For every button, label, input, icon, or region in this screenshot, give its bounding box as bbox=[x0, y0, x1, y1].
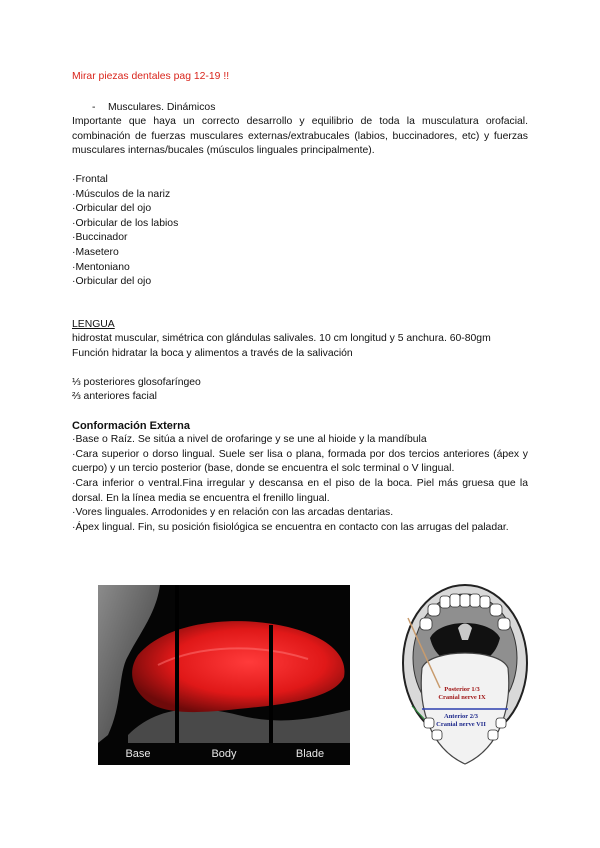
document-page bbox=[72, 70, 528, 535]
list-item: ·Frontal bbox=[72, 173, 108, 185]
list-item: ·Masetero bbox=[72, 246, 119, 258]
anterior-label-line-2: Cranial nerve VII bbox=[436, 720, 486, 728]
conformacion-item: ·Vores linguales. Arrodonides y en relación con las arcadas dentarias. bbox=[72, 507, 394, 519]
red-note: Mirar piezas dentales pag 12-19 !! bbox=[72, 71, 230, 82]
anterior-label-line-1: Anterior 2/3 bbox=[444, 713, 478, 720]
muscles-paragraph: Importante que haya un correcto desarrollo y equilibrio de toda la musculatura orofacial. combinación de fuerzas musculares externas/extrabucales (labios, buccinadores, etc) y fuerzas musculares internas/bucales (músculos linguales principalmente). bbox=[72, 116, 528, 157]
muscle-list bbox=[72, 173, 528, 290]
list-item: ·Buccinador bbox=[72, 232, 128, 244]
list-item: ·Músculos de la nariz bbox=[72, 188, 171, 200]
conformacion-item: ·Cara superior o dorso lingual. Suele ser lisa o plana, formada por dos tercios anteriores (ápex y cuerpo) y un tercio posterior (base, donde se encuentra el solc terminal o V lingual. bbox=[72, 448, 528, 475]
caption-base: Base bbox=[125, 747, 151, 760]
tongue-mri-image bbox=[98, 585, 350, 765]
posterior-label-line-1: Posterior 1/3 bbox=[444, 686, 480, 693]
mouth-diagram-figure bbox=[400, 578, 530, 768]
innervation-anterior: ⅔ anteriores facial bbox=[72, 391, 157, 403]
lengua-line-2: Función hidratar la boca y alimentos a través de la salivación bbox=[72, 347, 353, 359]
tongue-mri-figure bbox=[98, 585, 350, 765]
mouth-diagram-image bbox=[400, 578, 530, 768]
list-item: ·Orbicular del ojo bbox=[72, 276, 152, 288]
posterior-label bbox=[430, 686, 494, 701]
list-item: ·Mentoniano bbox=[72, 261, 130, 273]
conformacion-item: ·Cara inferior o ventral.Fina irregular y descansa en el piso de la boca. Piel más gruesa que la dorsal. En la línea media se encuentra el frenillo lingual. bbox=[72, 478, 528, 504]
list-item: ·Orbicular de los labios bbox=[72, 217, 179, 229]
anterior-label bbox=[426, 713, 496, 728]
muscles-heading bbox=[92, 101, 528, 116]
conformacion-title: Conformación Externa bbox=[72, 419, 190, 432]
innervation-posterior: ⅓ posteriores glosofaríngeo bbox=[72, 376, 201, 388]
lengua-line-1: hidrostat muscular, simétrica con glándulas salivales. 10 cm longitud y 5 anchura. 60-80gm bbox=[72, 333, 491, 345]
dash-bullet: - bbox=[92, 101, 96, 113]
caption-bar bbox=[98, 743, 350, 765]
caption-blade: Blade bbox=[295, 747, 325, 760]
conformacion-item: ·Ápex lingual. Fin, su posición fisiológica se encuentra en contacto con las arrugas del paladar. bbox=[72, 521, 509, 533]
lengua-title: LENGUA bbox=[72, 318, 115, 330]
list-item: ·Orbicular del ojo bbox=[72, 203, 152, 215]
conformacion-item: ·Base o Raíz. Se sitúa a nivel de orofaringe y se une al hioide y la mandíbula bbox=[72, 434, 427, 446]
caption-body: Body bbox=[211, 747, 237, 760]
muscles-heading-text: Musculares. Dinámicos bbox=[108, 101, 216, 113]
posterior-label-line-2: Cranial nerve IX bbox=[438, 693, 486, 701]
